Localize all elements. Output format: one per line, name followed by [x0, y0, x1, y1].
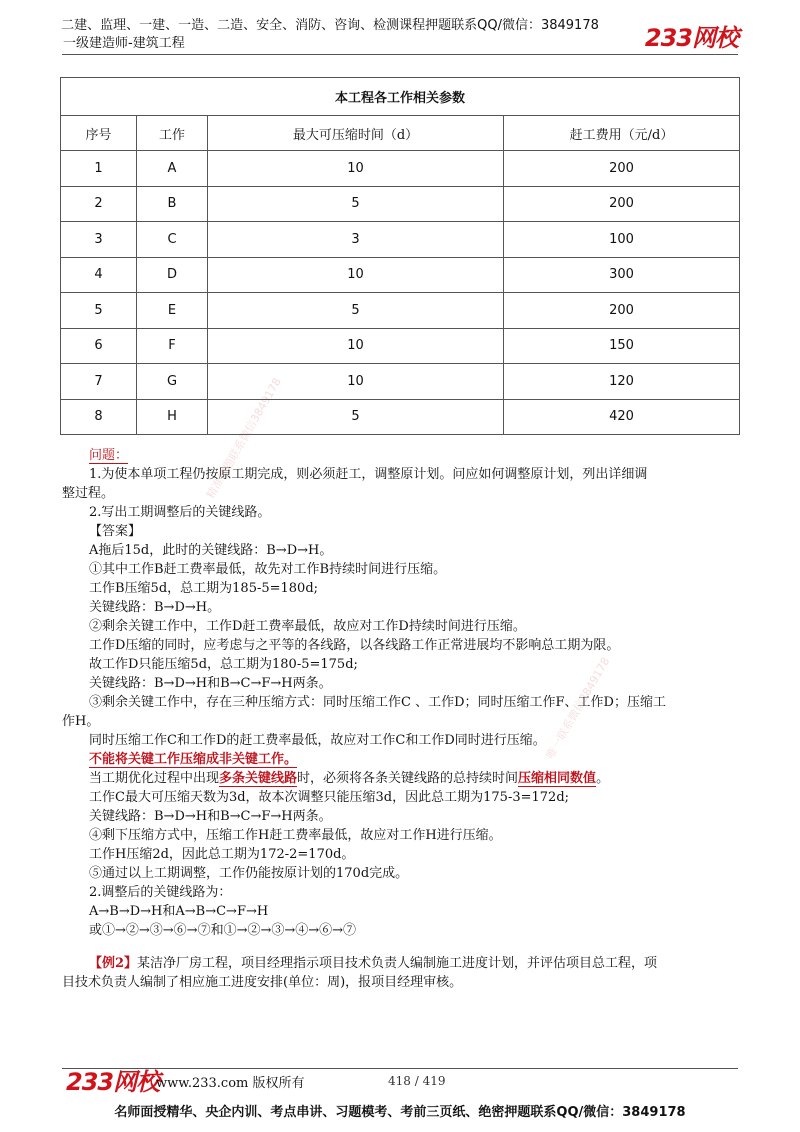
- table-row: [61, 257, 740, 293]
- answer-line: 工作C最大可压缩天数为3d，故本次调整只能压缩3d，因此总工期为175-3=172d;: [89, 790, 570, 805]
- rule-text: 时，必须将各条关键线路的总持续时间: [297, 771, 519, 786]
- cell-no: 4: [61, 257, 137, 293]
- cell-work: D: [137, 257, 208, 293]
- cell-no: 7: [61, 364, 137, 400]
- header-divider: [62, 54, 738, 55]
- cell-max-compress: 5: [208, 186, 504, 222]
- cell-work: F: [137, 328, 208, 364]
- cell-cost: 120: [504, 364, 740, 400]
- answer-line: 工作B压缩5d，总工期为185-5=180d;: [89, 581, 319, 596]
- answer-line: A拖后15d，此时的关键线路：B→D→H。: [89, 543, 333, 558]
- table-row: [61, 186, 740, 222]
- cell-work: G: [137, 364, 208, 400]
- cell-cost: 100: [504, 222, 740, 258]
- answer-line: 2.调整后的关键线路为：: [89, 885, 232, 900]
- question-1-cont: 整过程。: [62, 486, 115, 501]
- answer-heading: 【答案】: [89, 524, 142, 539]
- cell-max-compress: 10: [208, 151, 504, 187]
- table-row: [61, 399, 740, 435]
- answer-line: ④剩下压缩方式中，压缩工作H赶工费率最低，故应对工作H进行压缩。: [89, 828, 502, 843]
- example-label: 【例2】: [89, 956, 138, 971]
- answer-line: 故工作D只能压缩5d，总工期为180-5=175d;: [89, 657, 358, 672]
- answer-line: ③剩余关键工作中，存在三种压缩方式：同时压缩工作C 、工作D；同时压缩工作F、工作D；压缩工: [89, 695, 666, 710]
- answer-line: 工作H压缩2d，因此总工期为172-2=170d。: [89, 847, 355, 862]
- brand-logo: 233网校: [644, 24, 738, 52]
- table-caption: 本工程各工作相关参数: [61, 78, 740, 116]
- table-row: [61, 222, 740, 258]
- questions-heading: 问题：: [89, 448, 129, 463]
- answer-line: 工作D压缩的同时，应考虑与之平等的各线路，以各线路工作正常进展均不影响总工期为限。: [89, 638, 620, 653]
- column-header-max-compress: 最大可压缩时间（d）: [208, 116, 504, 151]
- footer-site: www.233.com 版权所有: [156, 1076, 305, 1091]
- emphasis-multiple-critical-paths: 多条关键线路: [219, 771, 298, 786]
- rule-text: 。: [596, 771, 610, 786]
- cell-no: 3: [61, 222, 137, 258]
- column-header-no: 序号: [61, 116, 137, 151]
- watermark: 唯一联系微信3849178: [543, 655, 613, 762]
- header-contact-line: 二建、监理、一建、一造、二造、安全、消防、咨询、检测课程押题联系QQ/微信：3849178: [61, 18, 599, 33]
- cell-cost: 420: [504, 399, 740, 435]
- answer-line: A→B→D→H和A→B→C→F→H: [89, 904, 269, 919]
- cell-work: E: [137, 293, 208, 329]
- rule-text: 当工期优化过程中出现: [89, 771, 220, 786]
- example-text-cont: 目技术负责人编制了相应施工进度安排(单位：周)，报项目经理审核。: [62, 975, 463, 990]
- column-header-cost: 赶工费用（元/d）: [504, 116, 740, 151]
- answer-line: 或①→②→③→⑥→⑦和①→②→③→④→⑥→⑦: [89, 923, 357, 938]
- cell-work: B: [137, 186, 208, 222]
- cell-work: C: [137, 222, 208, 258]
- cell-work: H: [137, 399, 208, 435]
- cell-max-compress: 3: [208, 222, 504, 258]
- cell-cost: 150: [504, 328, 740, 364]
- cell-work: A: [137, 151, 208, 187]
- answer-line: 关键线路：B→D→H。: [89, 600, 221, 615]
- table-row: [61, 293, 740, 329]
- answer-line: 关键线路：B→D→H和B→C→F→H两条。: [89, 809, 332, 824]
- cell-max-compress: 10: [208, 364, 504, 400]
- cell-cost: 200: [504, 186, 740, 222]
- key-rule-highlight: 不能将关键工作压缩成非关键工作。: [89, 752, 298, 767]
- watermark: 精准押题联系微信3849178: [204, 375, 284, 501]
- cell-cost: 200: [504, 151, 740, 187]
- cell-cost: 200: [504, 293, 740, 329]
- cell-no: 8: [61, 399, 137, 435]
- answer-line: ⑤通过以上工期调整，工作仍能按原计划的170d完成。: [89, 866, 409, 881]
- answer-line: [89, 769, 743, 788]
- cell-cost: 300: [504, 257, 740, 293]
- cell-max-compress: 10: [208, 328, 504, 364]
- answer-line: 同时压缩工作C和工作D的赶工费率最低，故应对工作C和工作D同时进行压缩。: [89, 733, 546, 748]
- cell-max-compress: 10: [208, 257, 504, 293]
- table-row: [61, 328, 740, 364]
- answer-line: ②剩余关键工作中，工作D赶工费率最低，故应对工作D持续时间进行压缩。: [89, 619, 526, 634]
- answer-body: [62, 446, 743, 992]
- example-text: 某洁净厂房工程，项目经理指示项目技术负责人编制施工进度计划，并评估项目总工程，项: [137, 956, 658, 971]
- cell-max-compress: 5: [208, 399, 504, 435]
- table-row: [61, 364, 740, 400]
- footer-contact-line: 名师面授精华、央企内训、考点串讲、习题模考、考前三页纸、绝密押题联系QQ/微信：3849178: [114, 1105, 686, 1120]
- cell-no: 6: [61, 328, 137, 364]
- page-number: 418 / 419: [388, 1074, 446, 1088]
- answer-line: ①其中工作B赶工费率最低，故先对工作B持续时间进行压缩。: [89, 562, 447, 577]
- work-parameters-table: [60, 77, 740, 435]
- footer-divider: [62, 1068, 738, 1069]
- cell-no: 1: [61, 151, 137, 187]
- question-1: 1.为使本单项工程仍按原工期完成，则必须赶工，调整原计划。问应如何调整原计划，列出详细调: [89, 467, 648, 482]
- answer-line: 关键线路：B→D→H和B→C→F→H两条。: [89, 676, 332, 691]
- cell-no: 5: [61, 293, 137, 329]
- emphasis-same-value: 压缩相同数值: [518, 771, 597, 786]
- document-subject: 一级建造师-建筑工程: [63, 36, 185, 51]
- table-row: [61, 151, 740, 187]
- footer-logo: 233网校: [66, 1068, 160, 1096]
- cell-no: 2: [61, 186, 137, 222]
- column-header-work: 工作: [137, 116, 208, 151]
- cell-max-compress: 5: [208, 293, 504, 329]
- answer-line-cont: 作H。: [62, 714, 100, 729]
- question-2: 2.写出工期调整后的关键线路。: [89, 505, 271, 520]
